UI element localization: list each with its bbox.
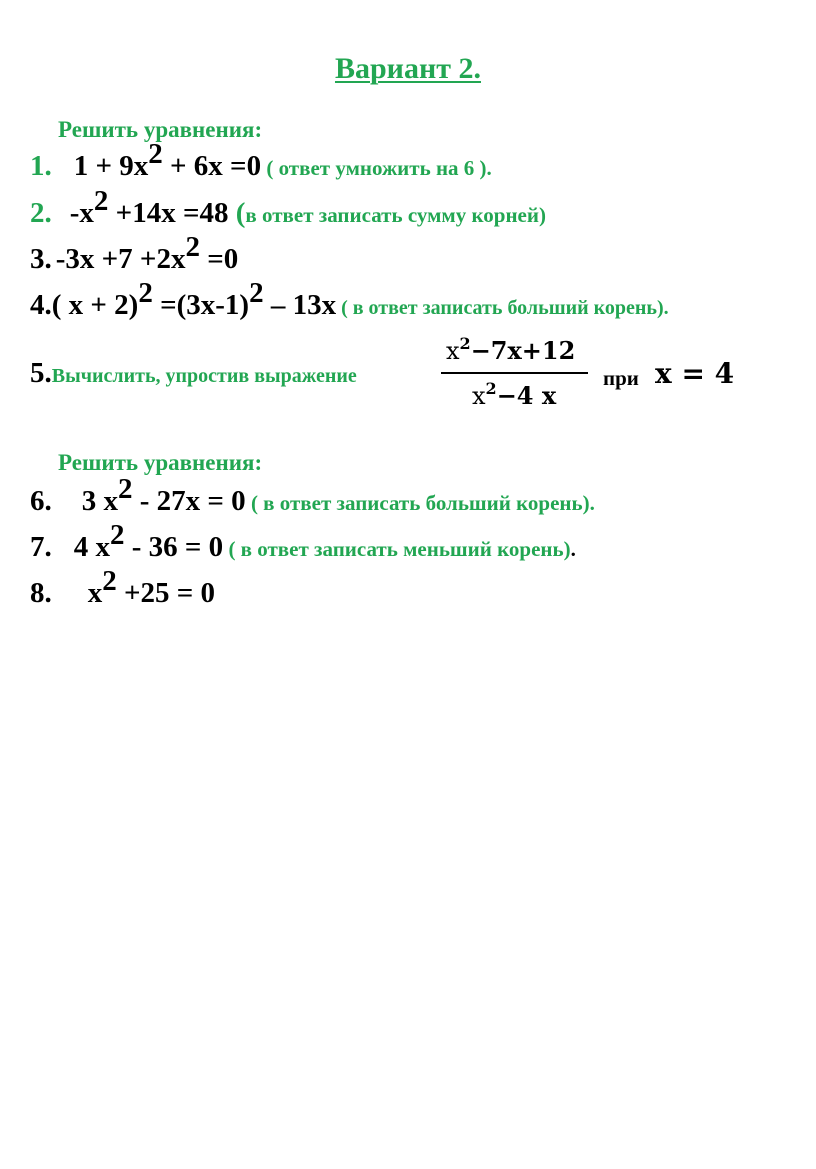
equation-text: +14x =48	[108, 197, 236, 229]
exponent: 2	[485, 379, 497, 398]
section-header-2: Решить уравнения:	[58, 450, 263, 475]
exponent: 2	[102, 565, 117, 597]
numerator-rest: −7x+12	[470, 336, 576, 365]
equation-text: =(3x-1)	[152, 289, 250, 321]
item-number: 4.	[30, 289, 52, 321]
equation-item-2	[30, 185, 546, 230]
equation-item-3	[30, 231, 239, 276]
item-number: 3.	[30, 243, 52, 275]
section-header-1: Решить уравнения:	[58, 117, 263, 142]
at-label: при	[603, 366, 639, 390]
equation-text: 1 + 9x	[73, 150, 149, 182]
exponent: 2	[118, 473, 133, 505]
equation-note: ( в ответ записать больший корень).	[336, 297, 669, 319]
item-number: 1.	[30, 150, 52, 182]
exponent: 2	[459, 334, 471, 353]
condition-value: x = 4	[655, 357, 735, 390]
exponent: 2	[138, 277, 153, 309]
fraction-bar	[441, 372, 588, 374]
exponent: 2	[93, 185, 109, 217]
equation-note: в ответ записать сумму корней)	[245, 203, 546, 227]
equation-text: x	[87, 577, 103, 609]
equation-note: ( в ответ записать меньший корень)	[223, 537, 571, 561]
item-number: 5.	[30, 357, 52, 389]
item-number: 7.	[30, 531, 52, 563]
item-number: 8.	[30, 577, 52, 609]
fraction-numerator	[446, 336, 575, 365]
equation-text: =0	[199, 243, 239, 275]
exponent: 2	[185, 231, 200, 263]
equation-text: – 13x	[263, 289, 337, 321]
equation-text: - 27x = 0	[132, 485, 246, 517]
equation-text: 4 x	[73, 531, 110, 563]
exponent: 2	[110, 519, 125, 551]
equation-item-7	[30, 519, 576, 564]
exponent: 2	[148, 138, 163, 170]
trailing-period: .	[570, 537, 576, 561]
equation-note: ( ответ умножить на 6 ).	[261, 156, 492, 180]
note-paren: (	[235, 197, 246, 229]
task-text: Вычислить, упростив выражение	[51, 365, 357, 387]
equation-item-4	[30, 277, 669, 322]
equation-text: +25 = 0	[116, 577, 216, 609]
equation-text: -x	[69, 197, 94, 229]
equation-item-8	[30, 565, 216, 610]
equation-item-1	[30, 138, 492, 183]
equation-text: -3x +7 +2x	[55, 243, 186, 275]
fraction-denominator	[472, 381, 556, 410]
equation-note: ( в ответ записать больший корень).	[245, 491, 595, 515]
page-title: Вариант 2.	[334, 52, 481, 85]
exponent: 2	[249, 277, 264, 309]
equation-text: 3 x	[81, 485, 118, 517]
expression-item-5	[30, 357, 357, 390]
equation-text: + 6x =0	[162, 150, 262, 182]
item-number: 2.	[30, 197, 52, 229]
equation-text: - 36 = 0	[124, 531, 224, 563]
numerator-var: x	[446, 337, 460, 365]
item-number: 6.	[30, 485, 52, 517]
denominator-rest: −4 x	[496, 381, 557, 410]
denominator-var: x	[472, 382, 486, 410]
equation-item-6	[30, 473, 595, 518]
equation-text: ( x + 2)	[51, 289, 139, 321]
